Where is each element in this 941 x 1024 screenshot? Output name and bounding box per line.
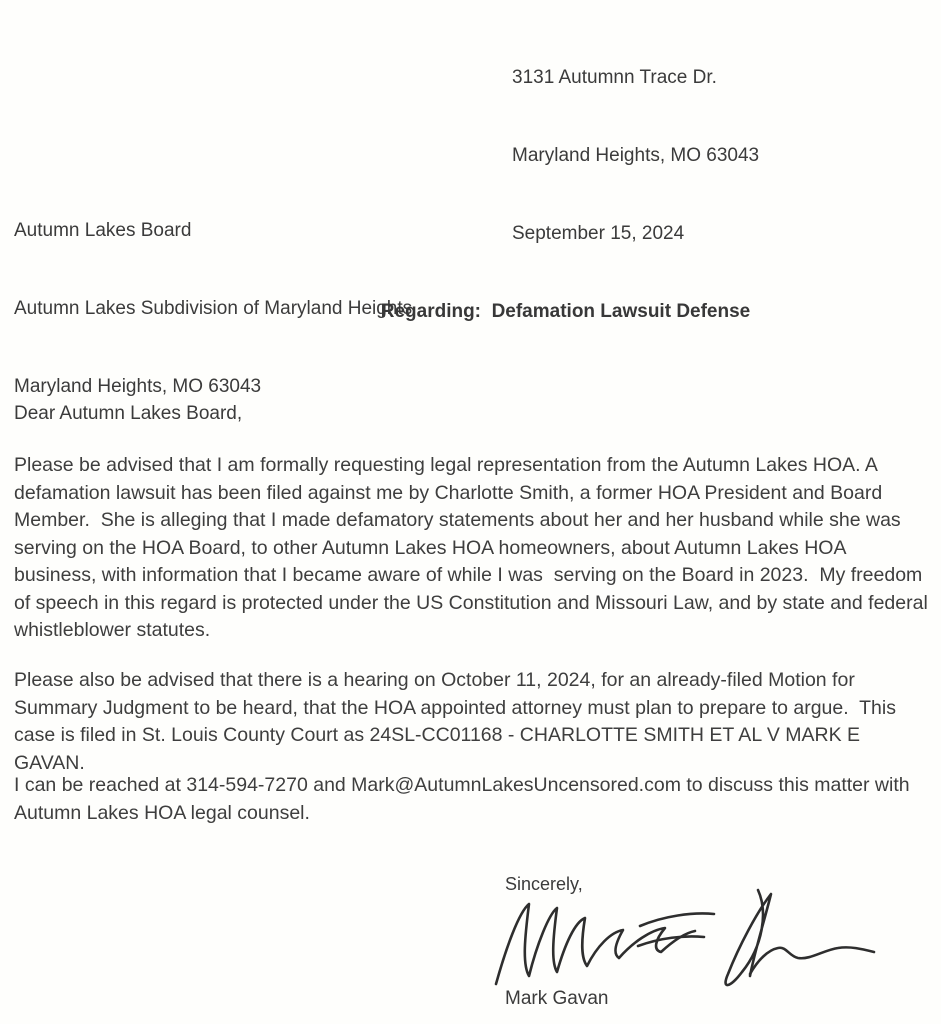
salutation: Dear Autumn Lakes Board, [14, 403, 243, 424]
signer-name: Mark Gavan [505, 988, 609, 1009]
sender-address-line: 3131 Autumnn Trace Dr. [512, 67, 717, 88]
signature-scribble-icon [492, 886, 882, 994]
body-paragraph: Please be advised that I am formally requesting legal representation from the Autumn Lakes HOA. A defamation lawsuit has been filed against me by Charlotte Smith, a former HOA President and Board Member. She is alleging that I made defamatory statements about her and her husband while she was serving on the HOA Board, to other Autumn Lakes HOA homeowners, about Autumn Lakes HOA business, with information that I became aware of while I was serving on the Board in 2023. My freedom of speech in this regard is protected under the US Constitution and Missouri Law, and by state and federal whistleblower statutes. [14, 454, 934, 641]
recipient-line: Autumn Lakes Board [14, 220, 192, 241]
subject-line: Regarding: Defamation Lawsuit Defense [380, 301, 751, 322]
letter-date: September 15, 2024 [512, 223, 685, 244]
sender-address-line: Maryland Heights, MO 63043 [512, 145, 760, 166]
recipient-line: Maryland Heights, MO 63043 [14, 376, 262, 397]
sender-address-block [512, 13, 759, 299]
body-paragraph: Please also be advised that there is a hearing on October 11, 2024, for an already-filed Motion for Summary Judgment to be heard, that the HOA appointed attorney must plan to prepare to argue. This case is filed in St. Louis County Court as 24SL-CC01168 - CHARLOTTE SMITH ET AL V MARK E GAVAN. [14, 669, 902, 774]
closing-phrase: Sincerely, [505, 874, 583, 894]
body-paragraph: I can be reached at 314-594-7270 and Mark@AutumnLakesUncensored.com to discuss this matter with Autumn Lakes HOA legal counsel. [14, 774, 914, 824]
handwritten-signature [492, 886, 882, 994]
recipient-line: Autumn Lakes Subdivision of Maryland Heights [14, 298, 413, 319]
